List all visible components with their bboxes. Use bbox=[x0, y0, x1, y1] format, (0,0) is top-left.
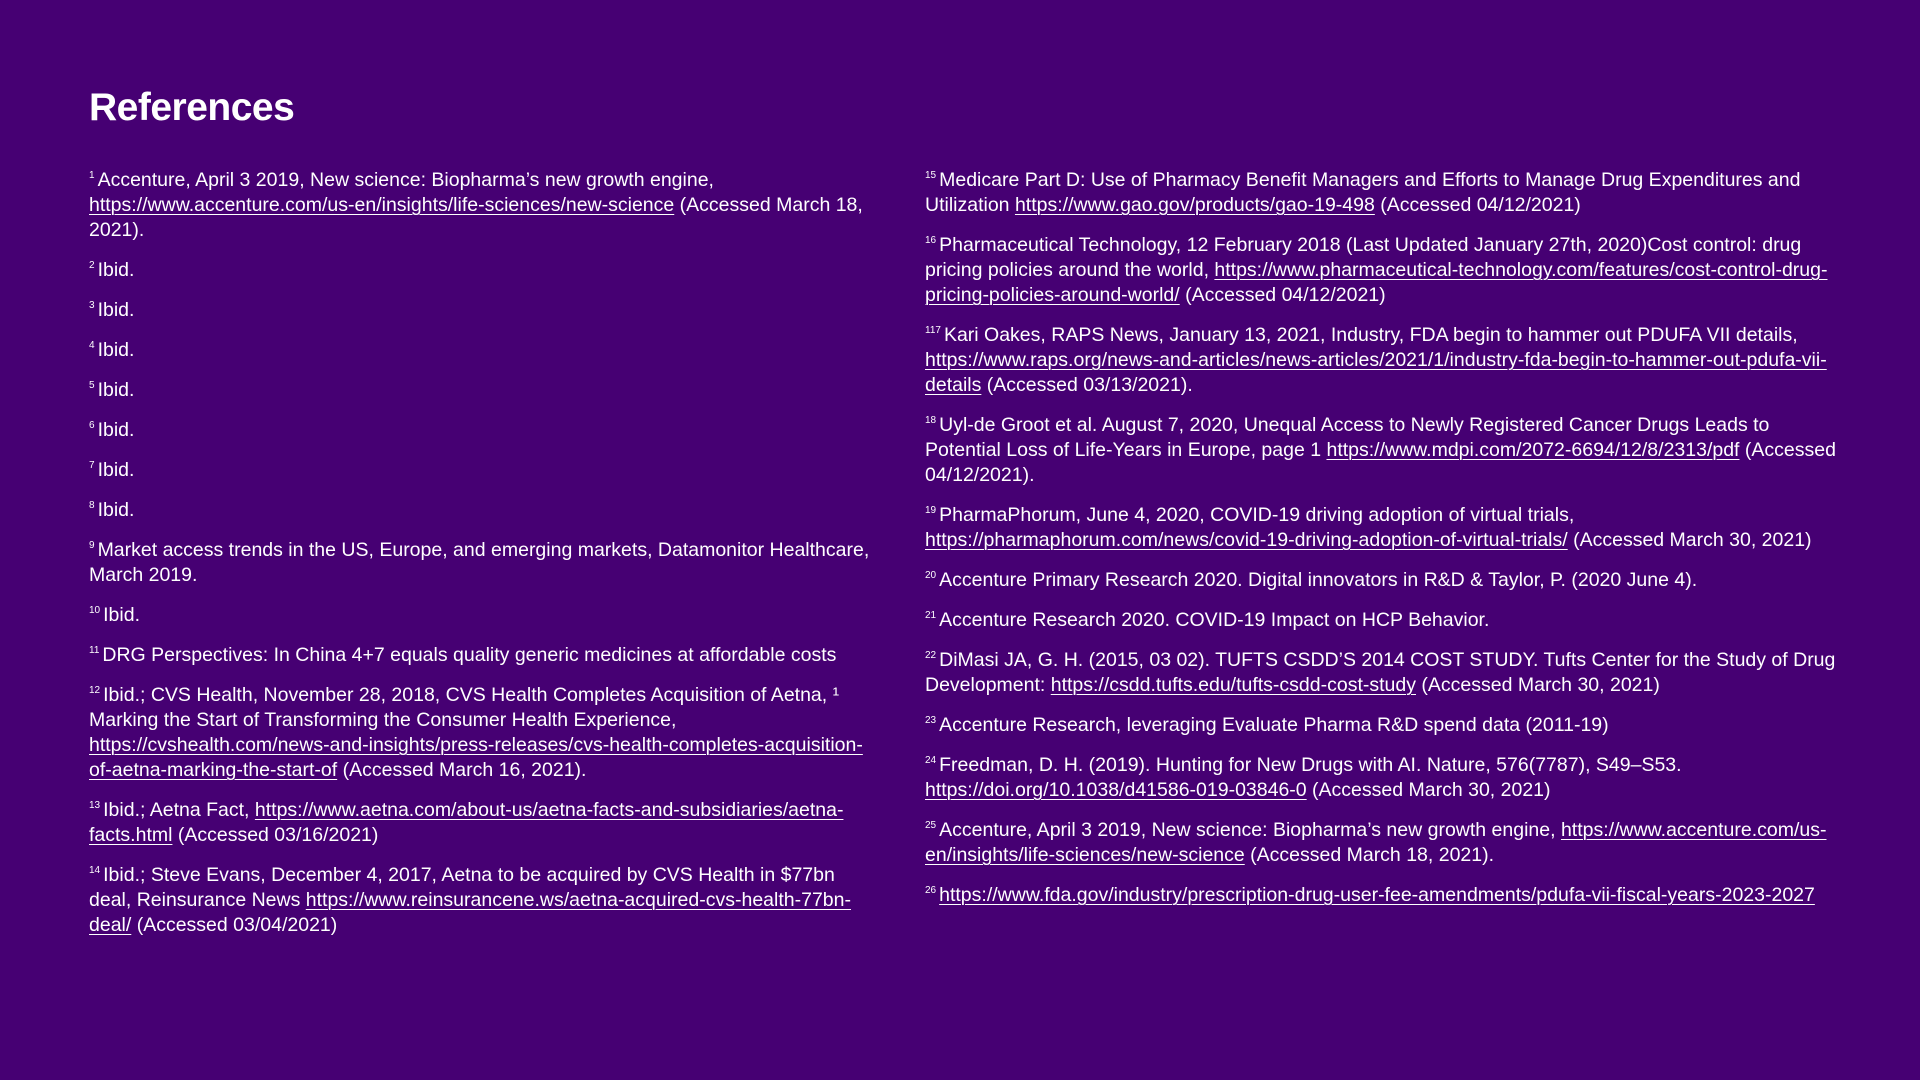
reference-accessed: (Accessed March 30, 2021) bbox=[1567, 529, 1812, 551]
reference-link[interactable]: https://www.raps.org/news-and-articles/news-articles/2021/1/industry-fda-begin-to-hammer-out-pdufa-vii-details bbox=[925, 349, 1827, 396]
page-title: References bbox=[89, 86, 295, 129]
references-left-column bbox=[89, 168, 879, 953]
reference-text: Accenture Primary Research 2020. Digital innovators in R&D & Taylor, P. (2020 June 4). bbox=[939, 569, 1698, 591]
reference-number: 15 bbox=[925, 170, 937, 181]
reference-number: 7 bbox=[89, 460, 95, 471]
reference-item-25 bbox=[925, 818, 1840, 868]
reference-text: Accenture, April 3 2019, New science: Biopharma’s new growth engine, bbox=[97, 169, 714, 191]
reference-item-4 bbox=[89, 338, 879, 363]
reference-item-11 bbox=[89, 643, 879, 668]
reference-accessed: (Accessed 03/04/2021) bbox=[131, 914, 338, 936]
reference-item-21 bbox=[925, 608, 1840, 633]
reference-number: 13 bbox=[89, 800, 101, 811]
reference-accessed: (Accessed 04/12/2021) bbox=[1179, 284, 1386, 306]
reference-item-16 bbox=[925, 233, 1840, 308]
reference-text: Ibid. bbox=[103, 604, 140, 626]
reference-accessed: (Accessed March 30, 2021) bbox=[1415, 674, 1660, 696]
reference-number: 5 bbox=[89, 380, 95, 391]
reference-number: 8 bbox=[89, 500, 95, 511]
reference-accessed: (Accessed March 18, 2021). bbox=[89, 194, 863, 241]
reference-item-5 bbox=[89, 378, 879, 403]
reference-text: DiMasi JA, G. H. (2015, 03 02). TUFTS CSDD’S 2014 COST STUDY. Tufts Center for the Study of Drug Development: bbox=[925, 649, 1836, 696]
reference-number: 19 bbox=[925, 505, 937, 516]
reference-item-7 bbox=[89, 458, 879, 483]
reference-accessed: (Accessed 04/12/2021) bbox=[1374, 194, 1581, 216]
reference-item-19 bbox=[925, 503, 1840, 553]
reference-text: Ibid. bbox=[97, 499, 135, 521]
reference-text: Kari Oakes, RAPS News, January 13, 2021, Industry, FDA begin to hammer out PDUFA VII details, bbox=[943, 324, 1798, 346]
reference-text: Market access trends in the US, Europe, and emerging markets, Datamonitor Healthcare, March 2019. bbox=[89, 539, 870, 586]
reference-text: Accenture Research 2020. COVID-19 Impact on HCP Behavior. bbox=[939, 609, 1490, 631]
reference-item-2 bbox=[89, 258, 879, 283]
reference-item-6 bbox=[89, 418, 879, 443]
reference-text: Pharmaceutical Technology, 12 February 2018 (Last Updated January 27th, 2020)Cost control: drug pricing policies around the world, bbox=[925, 234, 1802, 281]
reference-text: Medicare Part D: Use of Pharmacy Benefit Managers and Efforts to Manage Drug Expenditures and Utilization bbox=[925, 169, 1801, 216]
reference-item-10 bbox=[89, 603, 879, 628]
references-right-column bbox=[925, 168, 1840, 923]
reference-link[interactable]: https://www.accenture.com/us-en/insights/life-sciences/new-science bbox=[89, 194, 675, 216]
reference-link[interactable]: https://www.gao.gov/products/gao-19-498 bbox=[1014, 194, 1375, 216]
reference-link[interactable]: https://www.accenture.com/us-en/insights/life-sciences/new-science bbox=[925, 819, 1827, 866]
reference-accessed: (Accessed March 18, 2021). bbox=[1244, 844, 1495, 866]
reference-number: 6 bbox=[89, 420, 95, 431]
reference-text: Ibid. bbox=[97, 259, 135, 281]
reference-accessed: (Accessed March 30, 2021) bbox=[1306, 779, 1551, 801]
reference-number: 18 bbox=[925, 415, 937, 426]
reference-item-9 bbox=[89, 538, 879, 588]
reference-link[interactable]: https://www.reinsurancene.ws/aetna-acquired-cvs-health-77bn-deal/ bbox=[89, 889, 851, 936]
reference-link[interactable]: https://doi.org/10.1038/d41586-019-03846-0 bbox=[925, 779, 1307, 801]
reference-link[interactable]: https://www.mdpi.com/2072-6694/12/8/2313/pdf bbox=[1326, 439, 1740, 461]
reference-accessed: (Accessed 03/16/2021) bbox=[172, 824, 379, 846]
reference-number: 26 bbox=[925, 885, 937, 896]
reference-text: Ibid.; CVS Health, November 28, 2018, CVS Health Completes Acquisition of Aetna, ¹ Marking the Start of Transforming the Consumer Health Experience, bbox=[89, 684, 840, 731]
reference-number: 16 bbox=[925, 235, 937, 246]
reference-item-18 bbox=[925, 413, 1840, 488]
reference-link[interactable]: https://pharmaphorum.com/news/covid-19-driving-adoption-of-virtual-trials/ bbox=[925, 529, 1568, 551]
reference-link[interactable]: https://cvshealth.com/news-and-insights/press-releases/cvs-health-completes-acquisition-of-aetna-marking-the-start-of bbox=[89, 734, 863, 781]
reference-accessed: (Accessed 04/12/2021). bbox=[925, 439, 1836, 486]
reference-text: Ibid.; Steve Evans, December 4, 2017, Aetna to be acquired by CVS Health in $77bn deal, Reinsurance News bbox=[89, 864, 835, 911]
reference-accessed: (Accessed 03/13/2021). bbox=[981, 374, 1193, 396]
reference-number: 3 bbox=[89, 300, 95, 311]
reference-number: 11 bbox=[89, 645, 100, 656]
reference-number: 24 bbox=[925, 755, 937, 766]
reference-text: PharmaPhorum, June 4, 2020, COVID-19 driving adoption of virtual trials, bbox=[939, 504, 1575, 526]
reference-item-117 bbox=[925, 323, 1840, 398]
reference-number: 10 bbox=[89, 605, 101, 616]
reference-text: Ibid. bbox=[97, 339, 135, 361]
reference-item-15 bbox=[925, 168, 1840, 218]
reference-number: 20 bbox=[925, 570, 937, 581]
reference-accessed: (Accessed March 16, 2021). bbox=[337, 759, 587, 781]
reference-number: 23 bbox=[925, 715, 937, 726]
reference-item-23 bbox=[925, 713, 1840, 738]
reference-text: Freedman, D. H. (2019). Hunting for New Drugs with AI. Nature, 576(7787), S49–S53. bbox=[939, 754, 1682, 776]
reference-number: 25 bbox=[925, 820, 937, 831]
reference-number: 9 bbox=[89, 540, 95, 551]
reference-item-12 bbox=[89, 683, 879, 783]
reference-text: Accenture, April 3 2019, New science: Biopharma’s new growth engine, bbox=[939, 819, 1561, 841]
reference-text: DRG Perspectives: In China 4+7 equals quality generic medicines at affordable costs bbox=[102, 644, 837, 666]
reference-item-20 bbox=[925, 568, 1840, 593]
reference-text: Uyl-de Groot et al. August 7, 2020, Unequal Access to Newly Registered Cancer Drugs Leads to Potential Loss of Life-Years in Europe, page 1 bbox=[925, 414, 1770, 461]
reference-item-3 bbox=[89, 298, 879, 323]
reference-item-1 bbox=[89, 168, 879, 243]
reference-link[interactable]: https://www.aetna.com/about-us/aetna-facts-and-subsidiaries/aetna-facts.html bbox=[89, 799, 844, 846]
reference-item-24 bbox=[925, 753, 1840, 803]
reference-text: Ibid.; Aetna Fact, bbox=[103, 799, 255, 821]
reference-number: 14 bbox=[89, 865, 101, 876]
reference-item-13 bbox=[89, 798, 879, 848]
reference-link[interactable]: https://www.pharmaceutical-technology.com/features/cost-control-drug-pricing-policies-around-world/ bbox=[925, 259, 1828, 306]
reference-item-22 bbox=[925, 648, 1840, 698]
reference-number: 117 bbox=[925, 325, 941, 336]
reference-text: Ibid. bbox=[97, 299, 135, 321]
reference-item-26 bbox=[925, 883, 1840, 908]
reference-text: Ibid. bbox=[97, 379, 135, 401]
reference-number: 22 bbox=[925, 650, 937, 661]
reference-item-14 bbox=[89, 863, 879, 938]
reference-text: Ibid. bbox=[97, 459, 135, 481]
reference-number: 21 bbox=[925, 610, 937, 621]
reference-text: Ibid. bbox=[97, 419, 135, 441]
reference-number: 4 bbox=[89, 340, 95, 351]
reference-number: 1 bbox=[89, 170, 95, 181]
reference-item-8 bbox=[89, 498, 879, 523]
reference-number: 2 bbox=[89, 260, 95, 271]
reference-text: Accenture Research, leveraging Evaluate Pharma R&D spend data (2011-19) bbox=[939, 714, 1609, 736]
reference-link[interactable]: https://www.fda.gov/industry/prescription-drug-user-fee-amendments/pdufa-vii-fiscal-years-2023-2027 bbox=[939, 884, 1815, 906]
reference-link[interactable]: https://csdd.tufts.edu/tufts-csdd-cost-study bbox=[1050, 674, 1416, 696]
reference-number: 12 bbox=[89, 685, 101, 696]
